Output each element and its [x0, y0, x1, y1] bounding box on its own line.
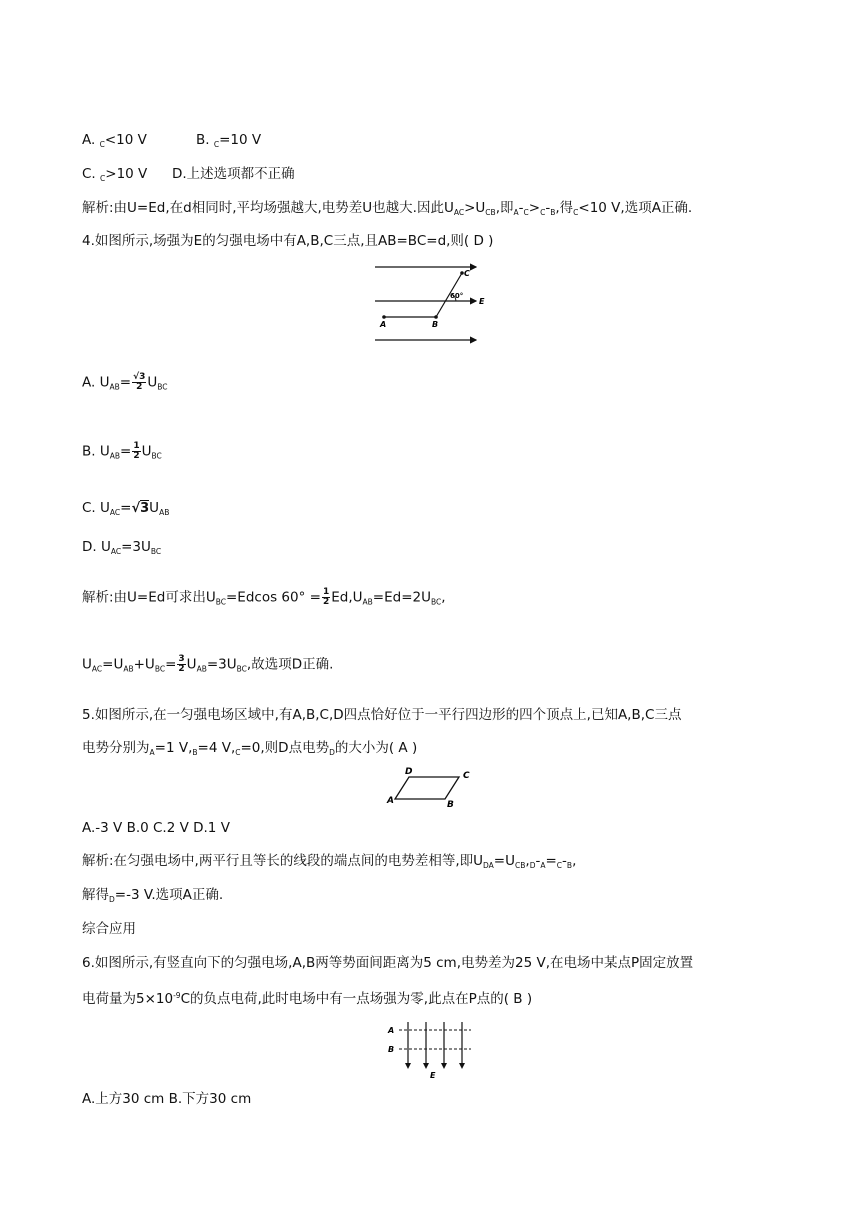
label-angle: 60°	[450, 292, 464, 300]
field-arrowhead	[459, 1063, 465, 1069]
fraction: $\frac{3}{2}$	[178, 654, 185, 674]
square-root: √3	[131, 501, 150, 516]
point-a	[382, 315, 386, 319]
field-arrowhead	[405, 1063, 411, 1069]
q6-options: A.上方30 cm B.下方30 cm	[82, 1091, 252, 1107]
label-b: B	[432, 320, 439, 329]
q3-option-a: A. $_C$<10 V	[82, 132, 147, 149]
q3-option-b: B. $_C$=10 V	[196, 132, 262, 149]
q4-explanation-2: $U_{AC}=U_{AB}+U_{BC}=$ $\frac{3}{2}$ $U_{AB}=3U_{BC}$,故选项D正确.	[82, 654, 334, 674]
q3-option-d: D.上述选项都不正确	[172, 166, 295, 182]
label-b: B	[447, 800, 454, 809]
q5-explanation-1: 解析:在匀强电场中,两平行且等长的线段的端点间的电势差相等,即$U_{DA}=U_{CB},_D-_A=_C-_B$,	[82, 853, 577, 870]
q5-parallelogram-figure	[385, 763, 480, 809]
label-c: C	[463, 771, 470, 781]
q4-explanation-1: 解析:由U=Ed可求出$U_{BC}=Edcos$ 60° = $\frac{1}{2}$ $Ed,U_{AB}=Ed=2U_{BC}$,	[82, 587, 446, 607]
field-arrowhead	[441, 1063, 447, 1069]
label-e: E	[430, 1071, 436, 1080]
label-a: A	[388, 1026, 395, 1035]
fraction: $\frac{1}{2}$	[322, 587, 330, 607]
label-a: A	[380, 320, 387, 329]
q4-stem: 4.如图所示,场强为E的匀强电场中有A,B,C三点,且AB=BC=d,则( D )	[82, 233, 494, 249]
fraction: $\frac{√3}{2}$	[133, 372, 146, 392]
parallelogram	[395, 777, 459, 799]
q6-stem-2: 电荷量为$5\times 10^{-9}C$的负点电荷,此时电场中有一点场强为零,此点在P点的( B )	[82, 991, 533, 1007]
point-b	[434, 315, 438, 319]
q5-options: A.-3 V B.0 C.2 V D.1 V	[82, 820, 230, 836]
q4-option-d: D. $U_{AC}=3U_{BC}$	[82, 539, 162, 556]
q6-stem-1: 6.如图所示,有竖直向下的匀强电场,A,B两等势面间距离为5 cm,电势差为25 V,在电场中某点P固定放置	[82, 955, 694, 971]
label-b: B	[388, 1045, 395, 1054]
label-a: A	[387, 796, 394, 806]
section-heading: 综合应用	[82, 921, 136, 937]
q4-option-c: C. $U_{AC}=√3U_{AB}$	[82, 500, 170, 517]
field-arrowhead	[423, 1063, 429, 1069]
label-c: C	[464, 269, 470, 278]
q6-field-figure	[383, 1018, 478, 1080]
q5-stem-2: 电势分别为$_A$=1 $V,_B=4$ $V,_C=0$,则D点电势$_D$的大小为( A )	[82, 740, 418, 757]
q4-figure	[370, 260, 490, 348]
q4-option-a: A. $U_{AB}=$ $\frac{√3}{2}$ $U_{BC}$	[82, 372, 168, 392]
q5-explanation-2: 解得$_D$=-3 V.选项A正确.	[82, 887, 224, 904]
fraction: $\frac{1}{2}$	[133, 441, 140, 461]
q4-option-b: B. $U_{AB}=$ $\frac{1}{2}$ $U_{BC}$	[82, 441, 162, 461]
q5-stem-1: 5.如图所示,在一匀强电场区域中,有A,B,C,D四点恰好位于一平行四边形的四个顶点上,已知A,B,C三点	[82, 707, 682, 723]
label-e: E	[479, 297, 485, 306]
label-d: D	[405, 767, 413, 777]
q3-explanation: 解析:由U=Ed,在d相同时,平均场强越大,电势差U也越大.因此$U_{AC}>U_{CB}$,即$_A-_C>_C-_B$,得$_C$<10 V,选项A正确.	[82, 200, 693, 217]
q3-option-c: C. $_C$>10 V	[82, 166, 148, 183]
